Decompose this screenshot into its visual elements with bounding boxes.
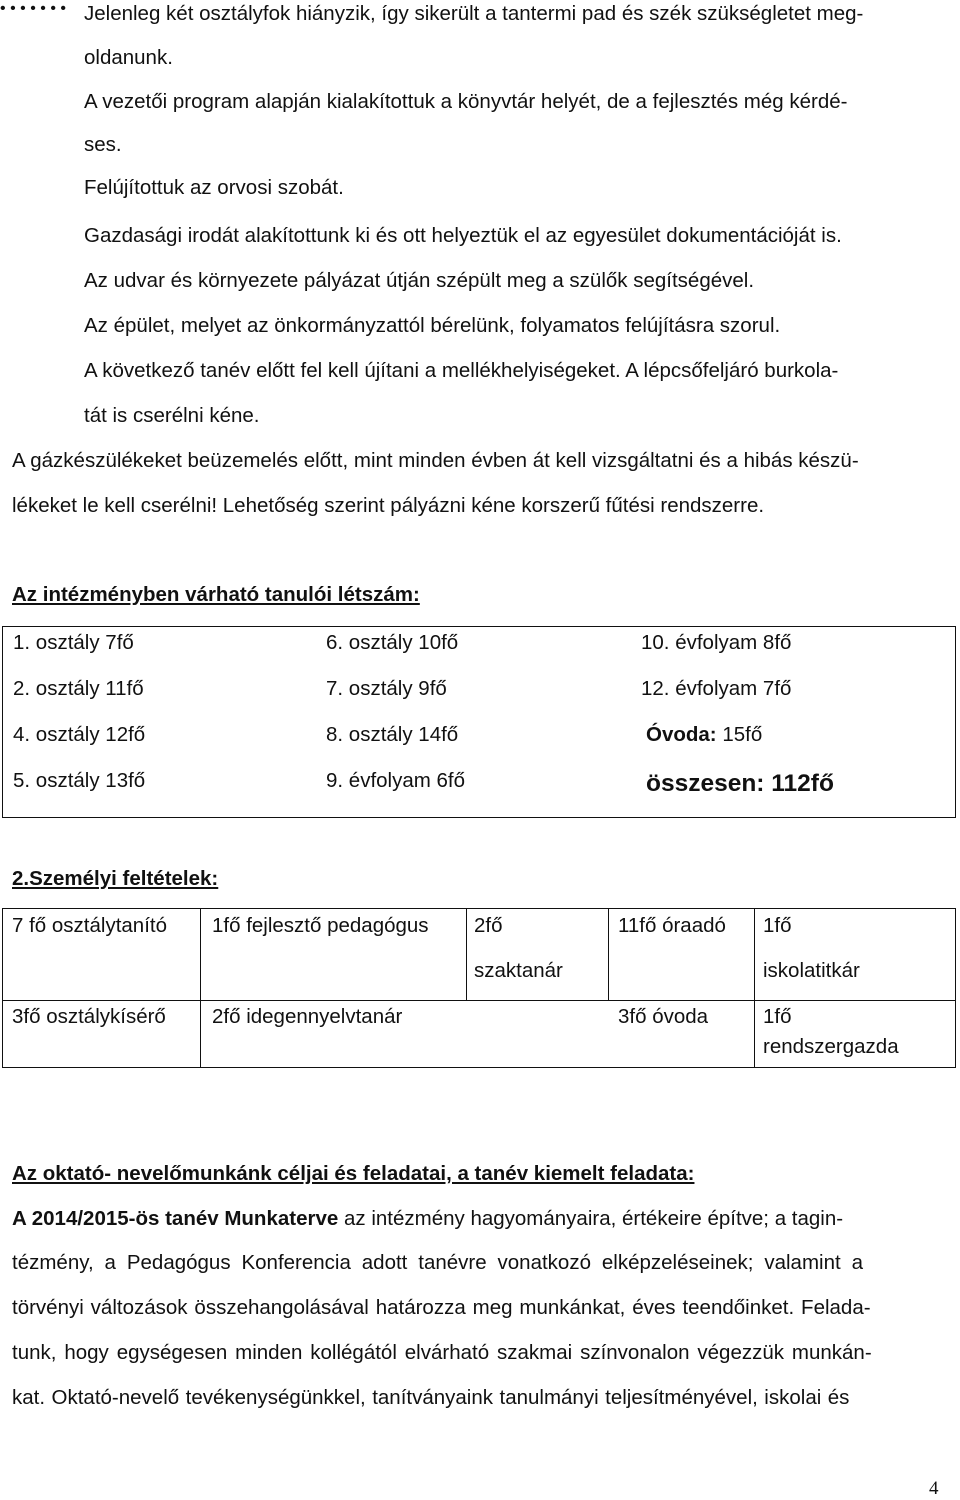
table-cell: 5. osztály 13fő xyxy=(13,769,146,792)
list-item: Az udvar és környezete pályázat útján szépült meg a szülők segítségével. xyxy=(84,269,755,292)
bullet-icon: • xyxy=(20,0,26,17)
table-cell: 1fő xyxy=(763,1005,792,1028)
enrollment-heading: Az intézményben várható tanulói létszám: xyxy=(12,583,420,606)
paragraph-line: tézmény, a Pedagógus Konferencia adott tanévre vonatkozó elképzeléseinek; valamint a xyxy=(12,1251,863,1274)
paragraph-line: törvényi változások összehangolásával határozza meg munkánkat, éves teendőinket. Felada- xyxy=(12,1296,871,1319)
table-cell: 1fő xyxy=(763,914,792,937)
list-item: Gazdasági irodát alakítottunk ki és ott helyeztük el az egyesület dokumentációját is. xyxy=(84,224,842,247)
list-item: Felújítottuk az orvosi szobát. xyxy=(84,176,344,199)
table-cell: 2. osztály 11fő xyxy=(13,677,144,700)
bold-lead: A 2014/2015-ös tanév Munkaterve xyxy=(12,1207,339,1230)
ovoda-cell xyxy=(646,723,762,747)
table-cell: 3fő óvoda xyxy=(618,1005,709,1028)
ovoda-label: Óvoda: xyxy=(646,723,717,746)
paragraph-line: tunk, hogy egységesen minden kollégától elvárható szakmai színvonalon végezzük munkán- xyxy=(12,1341,872,1364)
staff-table xyxy=(2,908,956,1068)
list-item: Jelenleg két osztályfok hiányzik, így sikerült a tantermi pad és szék szükségletet meg- xyxy=(84,2,864,25)
table-cell: 10. évfolyam 8fő xyxy=(641,631,792,654)
ovoda-value: 15fő xyxy=(716,723,763,746)
list-item-continuation: tát is cserélni kéne. xyxy=(84,404,260,427)
table-cell: 7 fő osztálytanító xyxy=(12,914,167,937)
paragraph-line: A 2014/2015-ös tanév Munkaterve az intézmény hagyományaira, értékeire építve; a tagin- xyxy=(12,1207,844,1230)
list-item: Az épület, melyet az önkormányzattól bérelünk, folyamatos felújításra szorul. xyxy=(84,314,781,337)
page-number: 4 xyxy=(929,1478,939,1499)
table-cell: 2fő idegennyelvtanár xyxy=(212,1005,403,1028)
table-cell: iskolatitkár xyxy=(763,959,860,982)
list-item: A következő tanév előtt fel kell újítani a mellékhelyiségeket. A lépcsőfeljáró burkola- xyxy=(84,359,839,382)
table-cell: rendszergazda xyxy=(763,1035,899,1058)
bullet-icon: • xyxy=(50,0,56,17)
table-cell: szaktanár xyxy=(474,959,563,982)
table-cell: 1. osztály 7fő xyxy=(13,631,134,654)
table-cell: 8. osztály 14fő xyxy=(326,723,459,746)
goals-heading: Az oktató- nevelőmunkánk céljai és feladatai, a tanév kiemelt feladata: xyxy=(12,1162,695,1185)
list-item-continuation: ses. xyxy=(84,133,122,156)
paragraph-line: lékeket le kell cserélni! Lehetőség szerint pályázni kéne korszerű fűtési rendszerre. xyxy=(12,494,765,517)
bullet-icon: • xyxy=(30,0,36,17)
table-cell: 11fő óraadó xyxy=(618,914,726,937)
bullet-icon: • xyxy=(10,0,16,17)
enrollment-table xyxy=(2,626,956,818)
list-item: A vezetői program alapján kialakítottuk a könyvtár helyét, de a fejlesztés még kérdé- xyxy=(84,90,848,113)
table-cell: 6. osztály 10fő xyxy=(326,631,459,654)
paragraph-line: A gázkészülékeket beüzemelés előtt, mint minden évben át kell vizsgáltatni és a hibás készü- xyxy=(12,449,859,472)
bullet-list xyxy=(0,0,960,427)
table-cell: 2fő xyxy=(474,914,503,937)
bullet-icon: • xyxy=(60,0,66,17)
table-cell: 7. osztály 9fő xyxy=(326,677,447,700)
bullet-icon: • xyxy=(40,0,46,17)
staff-heading: 2.Személyi feltételek: xyxy=(12,867,219,890)
total-cell: összesen: 112fő xyxy=(646,770,834,797)
paragraph-line: kat. Oktató-nevelő tevékenységünkkel, tanítványaink tanulmányi teljesítményével, iskolai és xyxy=(12,1386,850,1409)
table-cell: 4. osztály 12fő xyxy=(13,723,146,746)
bullet-icon: • xyxy=(0,0,6,17)
table-cell: 3fő osztálykísérő xyxy=(12,1005,166,1028)
list-item-continuation: oldanunk. xyxy=(84,46,173,69)
table-cell: 12. évfolyam 7fő xyxy=(641,677,792,700)
table-cell: 9. évfolyam 6fő xyxy=(326,769,466,792)
table-cell: 1fő fejlesztő pedagógus xyxy=(212,914,429,937)
